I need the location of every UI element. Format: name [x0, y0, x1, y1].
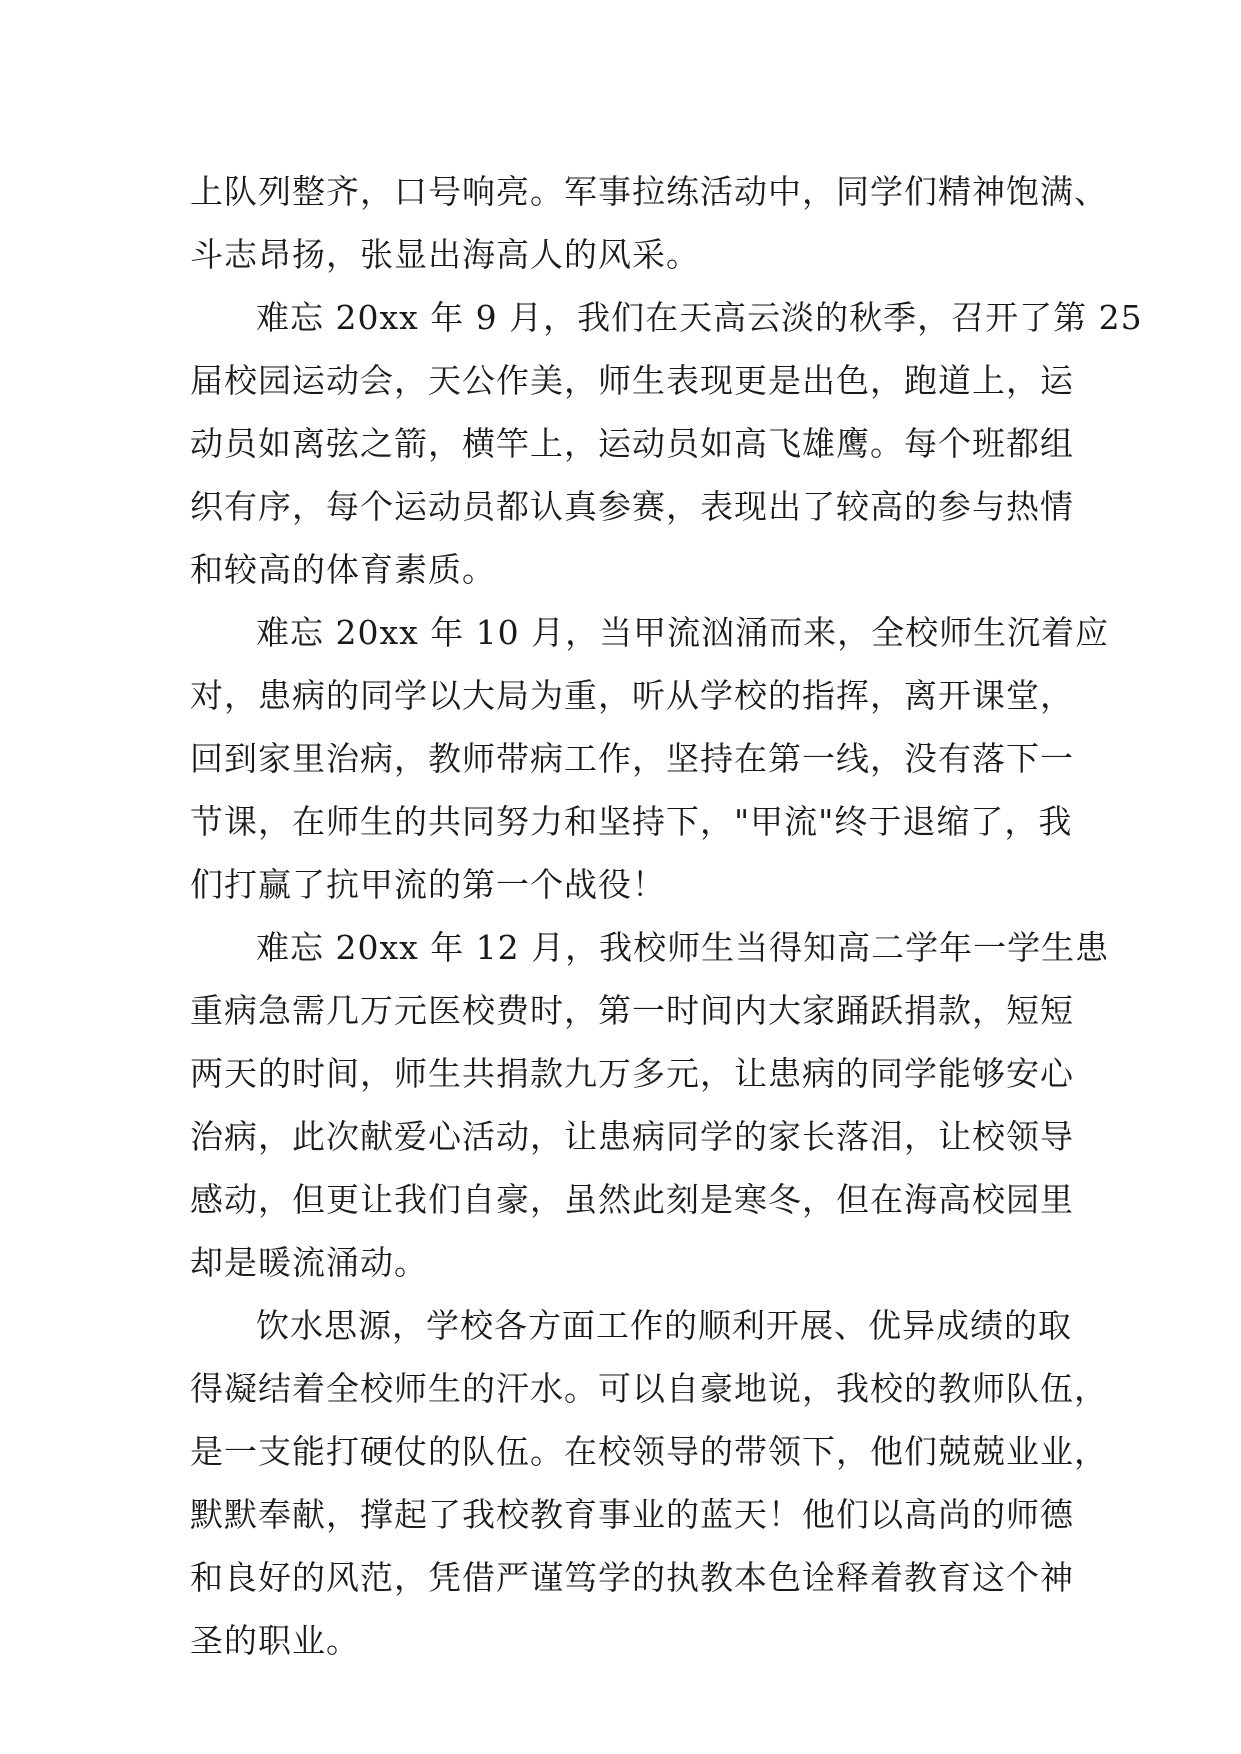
text-line: 饮水思源，学校各方面工作的顺利开展、优异成绩的取: [256, 1306, 1072, 1345]
text-line: 难忘 20xx 年 10 月，当甲流汹涌而来，全校师生沉着应: [256, 613, 1110, 652]
text-line: 和较高的体育素质。: [190, 550, 496, 589]
text-line: 斗志昂扬，张显出海高人的风采。: [190, 235, 700, 274]
text-line: 重病急需几万元医校费时，第一时间内大家踊跃捐款，短短: [190, 991, 1074, 1030]
text-line: 织有序，每个运动员都认真参赛，表现出了较高的参与热情: [190, 487, 1074, 526]
text-line: 对，患病的同学以大局为重，听从学校的指挥，离开课堂，: [190, 676, 1074, 715]
text-line: 默默奉献，撑起了我校教育事业的蓝天！他们以高尚的师德: [190, 1495, 1074, 1534]
text-line: 上队列整齐，口号响亮。军事拉练活动中，同学们精神饱满、: [190, 172, 1108, 211]
text-line: 和良好的风范，凭借严谨笃学的执教本色诠释着教育这个神: [190, 1558, 1074, 1597]
text-line: 治病，此次献爱心活动，让患病同学的家长落泪，让校领导: [190, 1117, 1074, 1156]
paragraph: [190, 1294, 1108, 1672]
paragraph: [190, 601, 1110, 916]
paragraph: [190, 916, 1110, 1294]
text-line: 节课，在师生的共同努力和坚持下，"甲流"终于退缩了，我: [190, 802, 1073, 841]
text-line: 圣的职业。: [190, 1621, 360, 1660]
document-body: [190, 160, 1143, 1672]
text-line: 回到家里治病，教师带病工作，坚持在第一线，没有落下一: [190, 739, 1074, 778]
text-line: 得凝结着全校师生的汗水。可以自豪地说，我校的教师队伍，: [190, 1369, 1108, 1408]
text-line: 动员如离弦之箭，横竿上，运动员如高飞雄鹰。每个班都组: [190, 424, 1074, 463]
paragraph: [190, 160, 1108, 286]
text-line: 两天的时间，师生共捐款九万多元，让患病的同学能够安心: [190, 1054, 1074, 1093]
text-line: 届校园运动会，天公作美，师生表现更是出色，跑道上，运: [190, 361, 1074, 400]
paragraph: [190, 286, 1143, 601]
text-line: 难忘 20xx 年 9 月，我们在天高云淡的秋季，召开了第 25: [256, 298, 1143, 337]
text-line: 是一支能打硬仗的队伍。在校领导的带领下，他们兢兢业业，: [190, 1432, 1108, 1471]
text-line: 却是暖流涌动。: [190, 1243, 428, 1282]
text-line: 们打赢了抗甲流的第一个战役！: [190, 865, 666, 904]
text-line: 感动，但更让我们自豪，虽然此刻是寒冬，但在海高校园里: [190, 1180, 1074, 1219]
text-line: 难忘 20xx 年 12 月，我校师生当得知高二学年一学生患: [256, 928, 1110, 967]
